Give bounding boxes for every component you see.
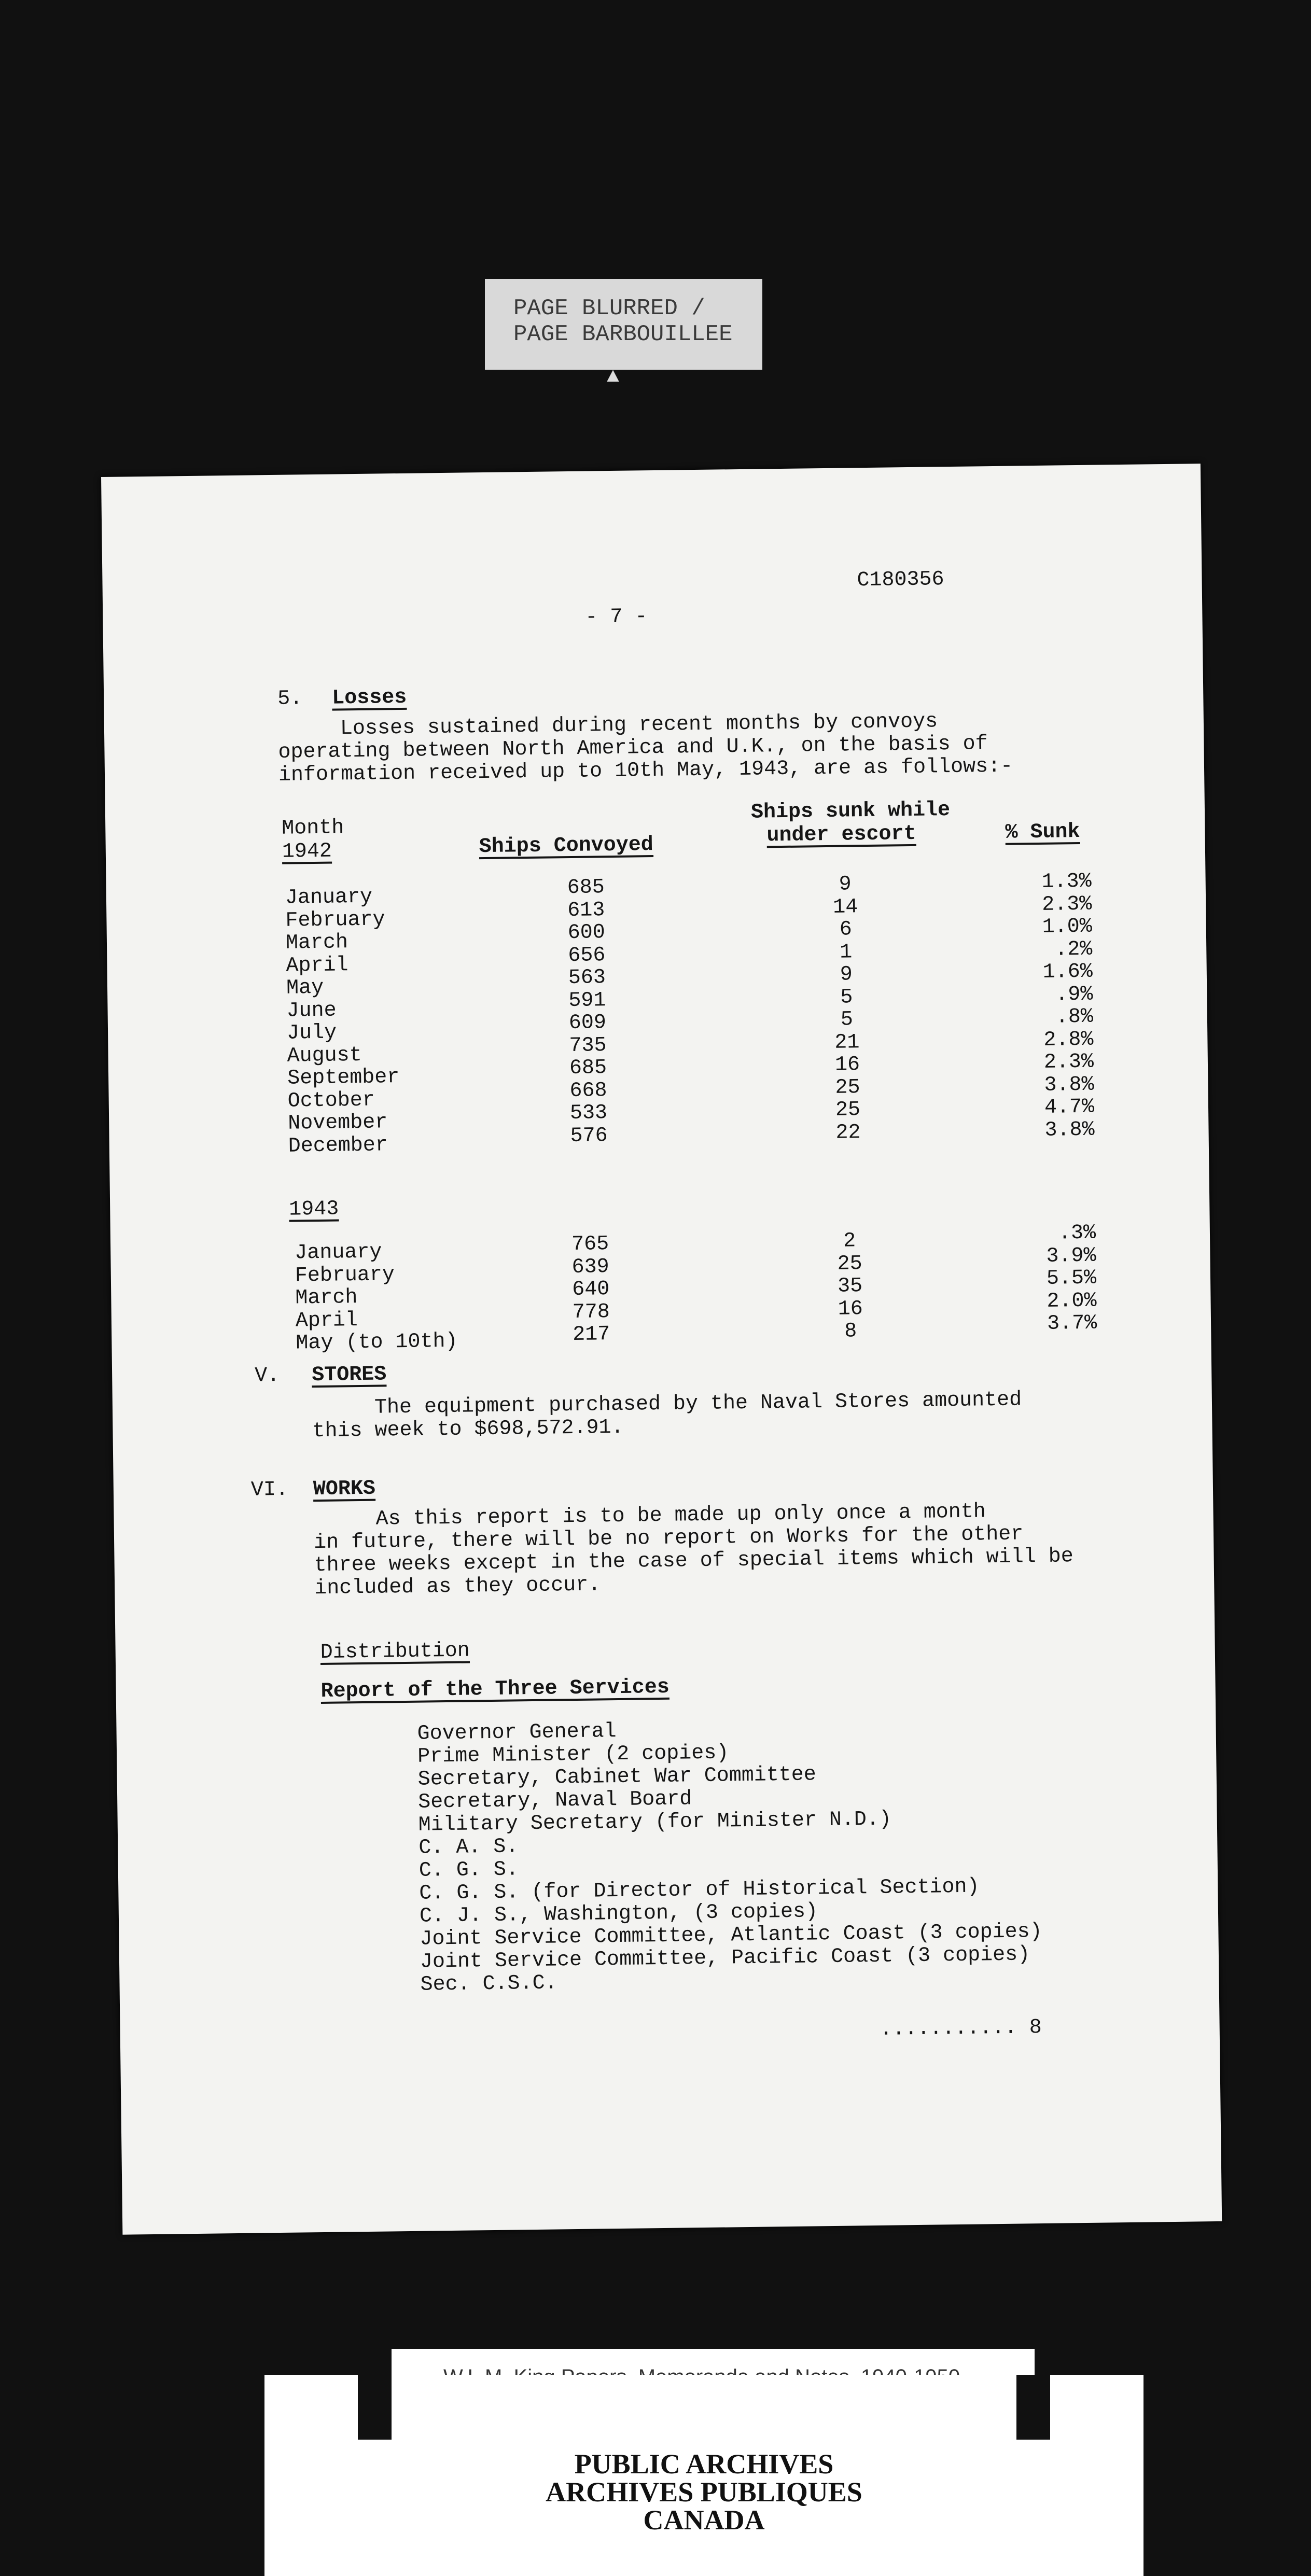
page-number: - 7 - [585, 605, 648, 629]
months-1942: January February March April May June July August September October November December [285, 885, 400, 1158]
header-ships-sunk-line-2: under escort [766, 822, 916, 848]
document-page [101, 464, 1222, 2235]
label-notch-left [358, 2375, 392, 2440]
months-1943: January February March April May (to 10th) [295, 1240, 458, 1355]
continuation-marker: ........... 8 [880, 2016, 1042, 2041]
stamp-arrow-icon: ▲ [607, 366, 620, 389]
section-5-number: 5. [277, 687, 303, 711]
archives-line-3: CANADA [643, 2504, 765, 2536]
section-5-title: Losses [331, 685, 407, 710]
document-reference: C180356 [857, 568, 944, 593]
stores-text: The equipment purchased by the Naval Stores amounted this week to $698,572.91. [312, 1388, 1022, 1444]
section-v-number: V. [254, 1364, 280, 1388]
distribution-subtitle: Report of the Three Services [320, 1675, 670, 1703]
public-archives-label [264, 2375, 1143, 2576]
header-month: Month [282, 816, 344, 841]
stamp-line-2: PAGE BARBOUILLEE [513, 321, 733, 347]
distribution-title: Distribution [320, 1639, 470, 1665]
works-text: As this report is to be made up only once a month in future, there will be no report on Works for the other three weeks except in the case of special items which will be included as they occur. [313, 1500, 1074, 1601]
header-percent-sunk: % Sunk [1005, 820, 1080, 845]
header-year-1942: 1942 [282, 839, 332, 864]
convoyed-1942: 685 613 600 656 563 591 609 735 685 668 533 576 [567, 876, 608, 1148]
percent-sunk-1942: 1.3% 2.3% 1.0% .2% 1.6% .9% .8% 2.8% 2.3% 3.8% 4.7% 3.8% [1041, 870, 1095, 1142]
header-ships-sunk-line-1: Ships sunk while [750, 799, 951, 824]
archives-line-2: ARCHIVES PUBLIQUES [546, 2476, 862, 2508]
losses-intro: Losses sustained during recent months by convoys operating between North America and U.K., on the basis of information received up to 10th May, 1943, are as follows:- [277, 710, 1013, 787]
convoyed-1943: 765 639 640 778 217 [571, 1233, 610, 1347]
section-v-title: STORES [311, 1363, 387, 1388]
percent-sunk-1943: .3% 3.9% 5.5% 2.0% 3.7% [1046, 1221, 1097, 1336]
section-vi-title: WORKS [313, 1477, 376, 1502]
archives-line-1: PUBLIC ARCHIVES [574, 2448, 834, 2480]
header-ships-convoyed: Ships Convoyed [479, 833, 654, 859]
page-blurred-stamp [485, 279, 762, 370]
year-1943: 1943 [289, 1197, 339, 1222]
sunk-1942: 9 14 6 1 9 5 5 21 16 25 25 22 [832, 873, 861, 1145]
sunk-1943: 2 25 35 16 8 [837, 1229, 863, 1343]
stamp-line-1: PAGE BLURRED / [513, 296, 705, 321]
section-vi-number: VI. [250, 1478, 289, 1502]
distribution-list: Governor General Prime Minister (2 copies) Secretary, Cabinet War Committee Secretary, Naval Board Military Secretary (for Minister N.D.) C. A. S. C. G. S. C. G. S. (for Director of Historical Section) C. J. S., Washington, (3 copies) Joint Service Committee, Atlantic Coast (3 copies) Joint Service Committee, Pacific Coast (3 copies) Sec. C.S.C. [417, 1720, 1042, 1997]
label-notch-right [1016, 2375, 1050, 2440]
